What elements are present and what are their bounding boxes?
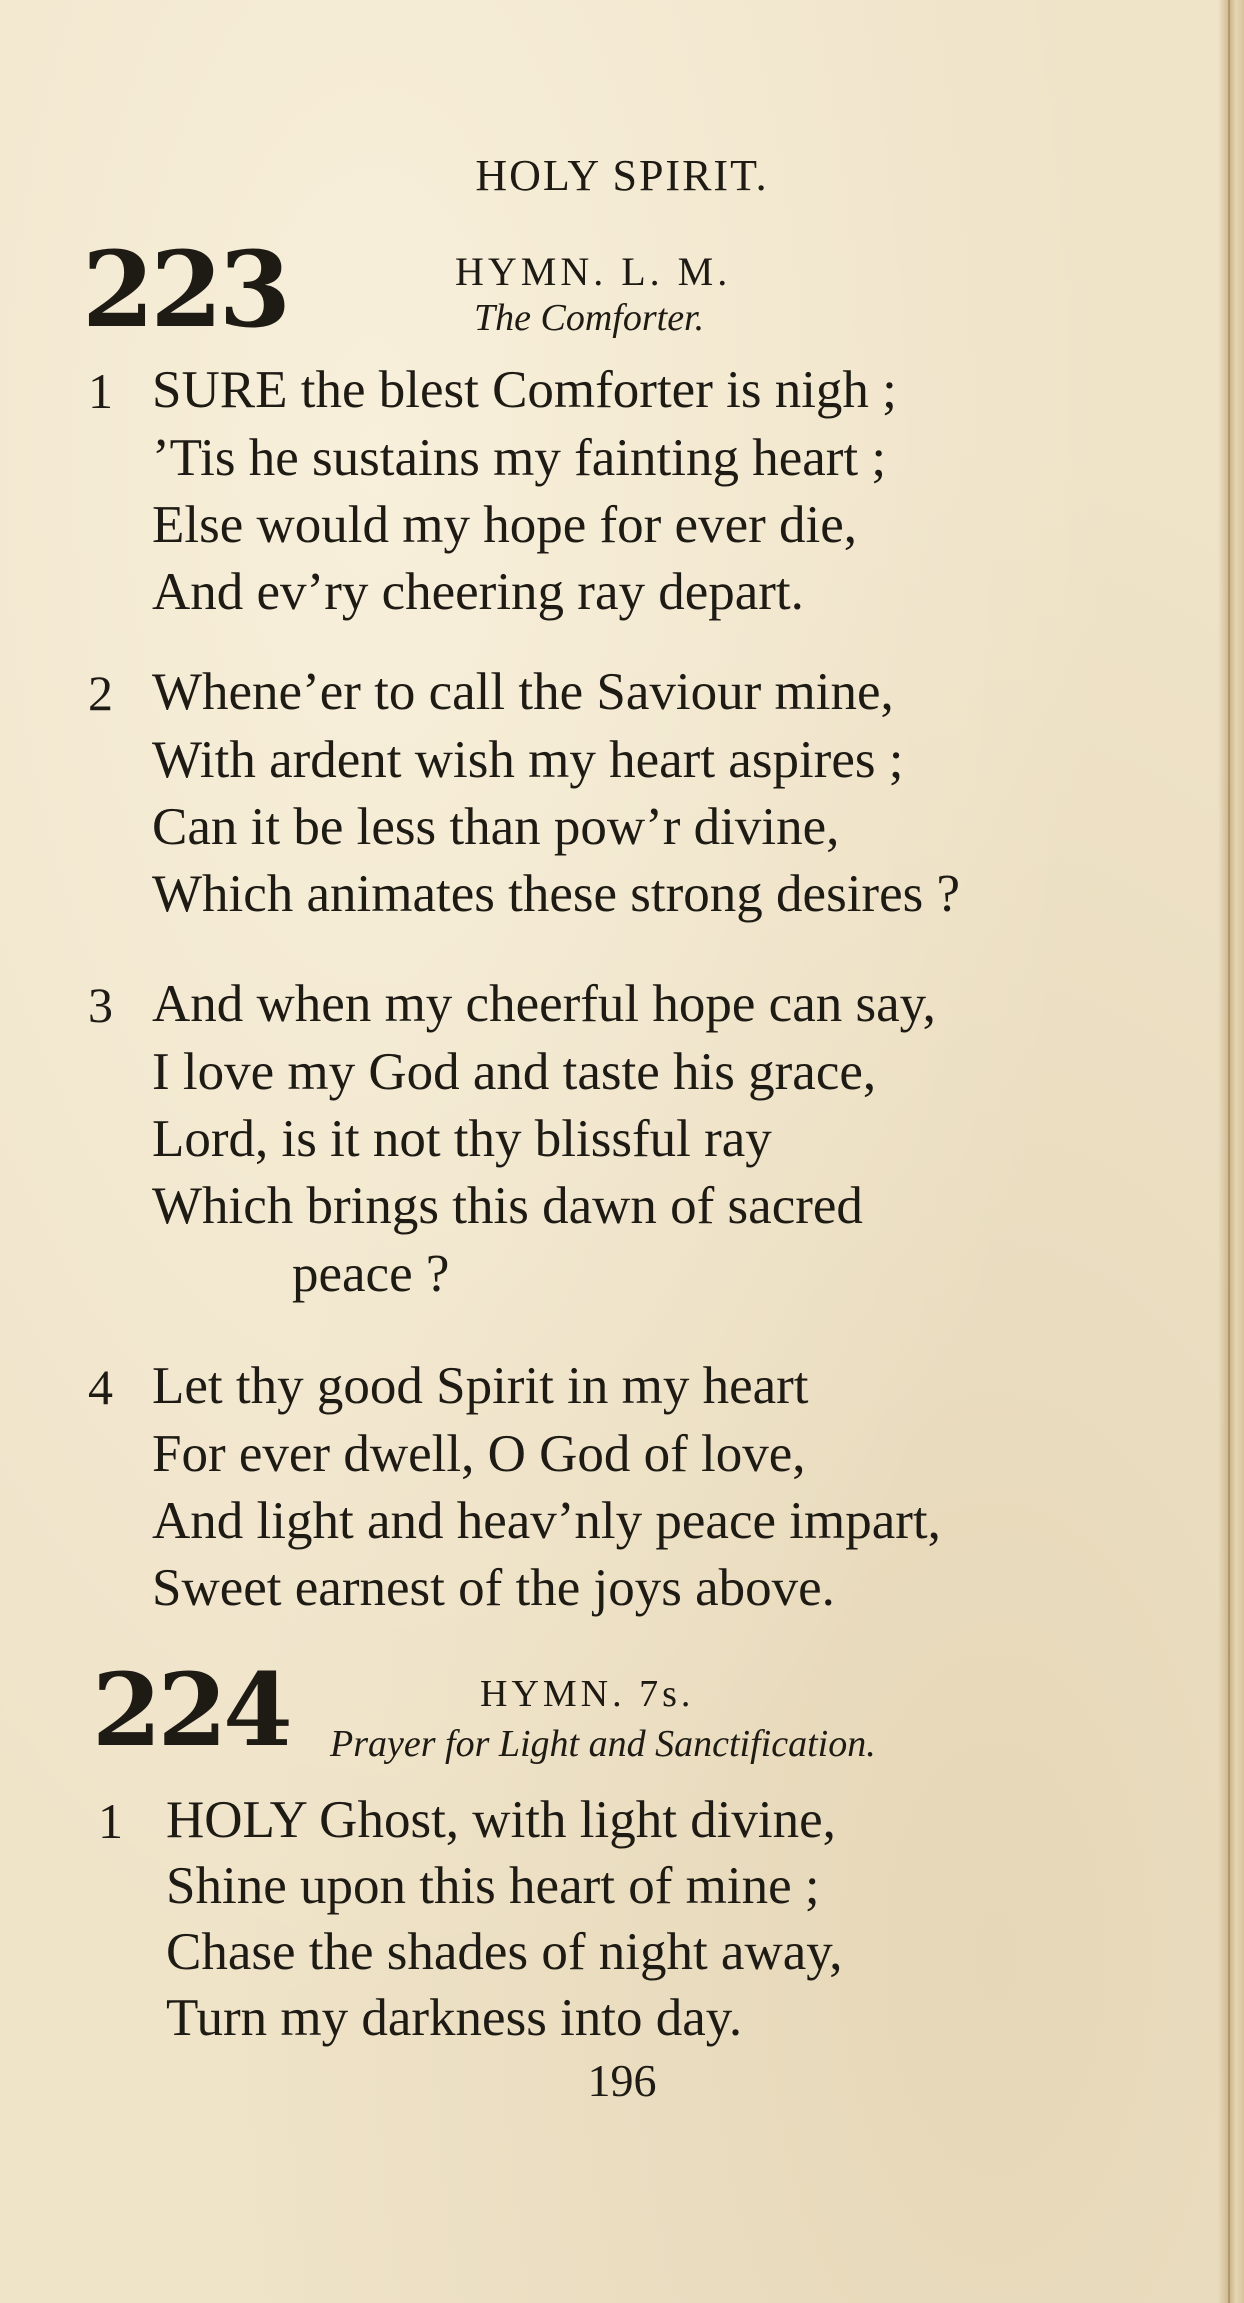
page-number: 196 (587, 2055, 657, 2106)
verse-line: Let thy good Spirit in my heart (152, 1357, 809, 1415)
verse-line: With ardent wish my heart aspires ; (152, 731, 904, 789)
verse-line: Chase the shades of night away, (166, 1923, 843, 1981)
verse-line: HOLY Ghost, with light divine, (166, 1791, 836, 1849)
verse-number: 2 (88, 665, 113, 721)
verse-line: Shine upon this heart of mine ; (166, 1857, 820, 1915)
hymn-meter: HYMN. L. M. (455, 249, 732, 294)
verse-line: Lord, is it not thy blissful ray (152, 1110, 772, 1168)
verse-line: And light and heav’nly peace impart, (152, 1492, 941, 1550)
verse-line: Which animates these strong desires ? (152, 865, 960, 923)
verse-line: SURE the blest Comforter is nigh ; (152, 361, 897, 419)
page-edge (1218, 0, 1244, 2303)
page-edge-line (1228, 0, 1230, 2303)
hymn-number: 223 (82, 228, 288, 351)
verse-number: 1 (88, 363, 113, 419)
hymn-meter: HYMN. 7s. (480, 1673, 695, 1715)
verse-line: For ever dwell, O God of love, (152, 1425, 806, 1483)
verse-number: 3 (88, 977, 113, 1033)
verse-line: peace ? (292, 1245, 450, 1303)
verse-line: And when my cheerful hope can say, (152, 975, 936, 1033)
verse-line: Can it be less than pow’r divine, (152, 798, 840, 856)
hymn-subtitle: Prayer for Light and Sanctification. (330, 1723, 876, 1765)
verse-line: Sweet earnest of the joys above. (152, 1559, 835, 1617)
hymn-subtitle: The Comforter. (474, 297, 705, 339)
verse-line: And ev’ry cheering ray depart. (152, 563, 804, 621)
verse-line: ’Tis he sustains my fainting heart ; (152, 429, 887, 487)
verse-number: 4 (88, 1359, 113, 1415)
verse-line: I love my God and taste his grace, (152, 1043, 877, 1101)
verse-line: Turn my darkness into day. (166, 1989, 743, 2047)
verse-line: Whene’er to call the Saviour mine, (152, 663, 894, 721)
verse-line: Which brings this dawn of sacred (152, 1177, 863, 1235)
verse-line: Else would my hope for ever die, (152, 496, 857, 554)
hymn-number: 224 (92, 1651, 289, 1769)
verse-number: 1 (98, 1793, 123, 1849)
running-head: HOLY SPIRIT. (475, 151, 769, 200)
